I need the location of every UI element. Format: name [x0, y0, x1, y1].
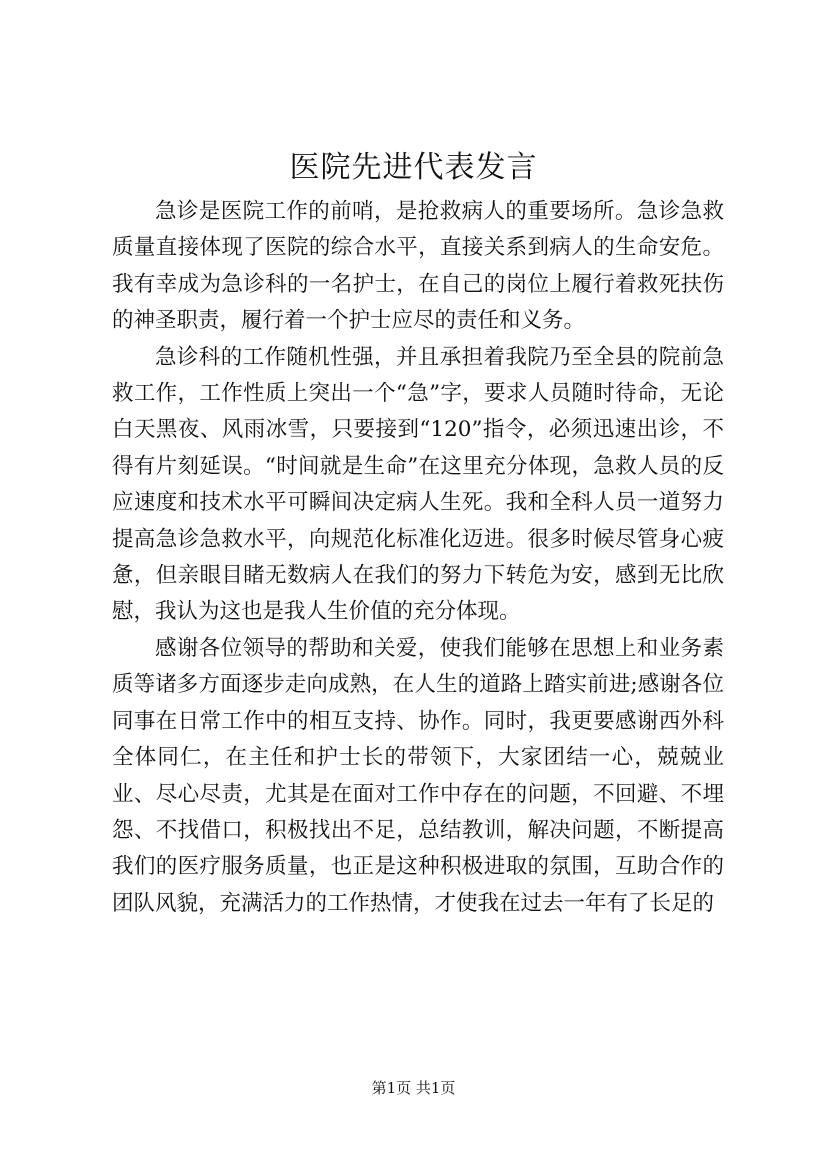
paragraph-2: 急诊科的工作随机性强，并且承担着我院乃至全县的院前急救工作，工作性质上突出一个“急”字，要求人员随时待命，无论白天黑夜、风雨冰雪，只要接到“120”指令，必须迅速出诊，不得有片刻延误。“时间就是生命”在这里充分体现，急救人员的反应速度和技术水平可瞬间决定病人生死。我和全科人员一道努力提高急诊急救水平，向规范化标准化迈进。很多时候尽管身心疲惫，但亲眼目睹无数病人在我们的努力下转危为安，感到无比欣慰，我认为这也是我人生价值的充分体现。	[112, 344, 724, 625]
page-footer: 第1页 共1页	[371, 1079, 456, 1097]
document-body	[112, 194, 724, 922]
paragraph-3: 感谢各位领导的帮助和关爱，使我们能够在思想上和业务素质等诸多方面逐步走向成熟，在人生的道路上踏实前进;感谢各位同事在日常工作中的相互支持、协作。同时，我更要感谢西外科全体同仁，在主任和护士长的带领下，大家团结一心，兢兢业业、尽心尽责，尤其是在面对工作中存在的问题，不回避、不埋怨、不找借口，积极找出不足，总结教训，解决问题，不断提高我们的医疗服务质量，也正是这种积极进取的氛围，互助合作的团队风貌，充满活力的工作热情，才使我在过去一年有了长足的	[112, 635, 724, 916]
paragraph-1: 急诊是医院工作的前哨，是抢救病人的重要场所。急诊急救质量直接体现了医院的综合水平，直接关系到病人的生命安危。我有幸成为急诊科的一名护士，在自己的岗位上履行着救死扶伤的神圣职责，履行着一个护士应尽的责任和义务。	[112, 199, 724, 334]
document-title: 医院先进代表发言	[289, 150, 538, 185]
